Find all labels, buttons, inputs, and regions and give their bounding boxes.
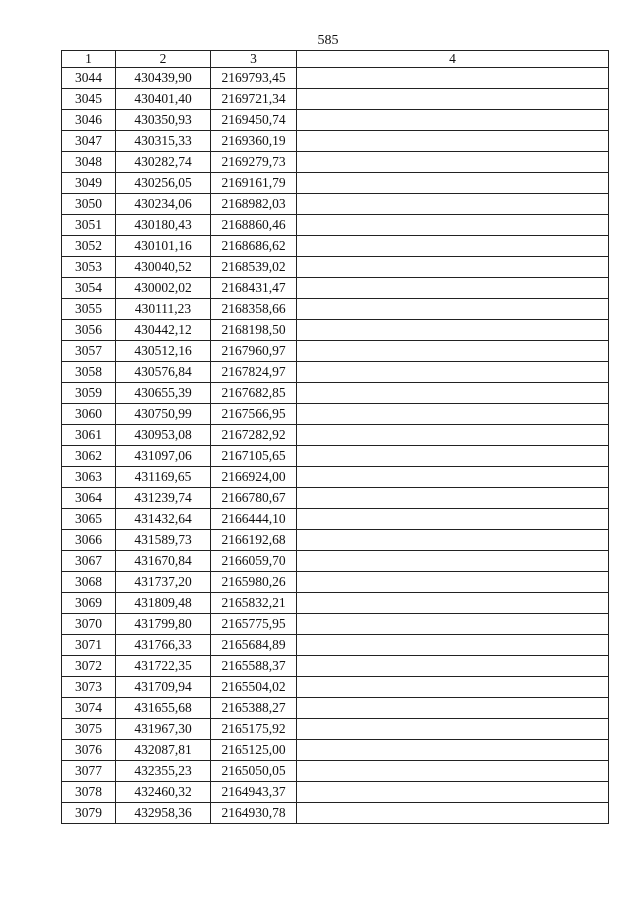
y-coordinate-cell: 2164930,78 (211, 803, 297, 824)
table-row (62, 740, 609, 761)
point-number-cell: 3070 (62, 614, 116, 635)
x-coordinate-cell: 431722,35 (116, 656, 211, 677)
table-row (62, 194, 609, 215)
point-number-cell: 3044 (62, 68, 116, 89)
y-coordinate-cell: 2165980,26 (211, 572, 297, 593)
table-header (62, 51, 609, 68)
table-row (62, 131, 609, 152)
note-cell (297, 509, 609, 530)
point-number-cell: 3049 (62, 173, 116, 194)
x-coordinate-cell: 431809,48 (116, 593, 211, 614)
y-coordinate-cell: 2165832,21 (211, 593, 297, 614)
y-coordinate-cell: 2168860,46 (211, 215, 297, 236)
note-cell (297, 635, 609, 656)
note-cell (297, 572, 609, 593)
point-number-cell: 3053 (62, 257, 116, 278)
y-coordinate-cell: 2169161,79 (211, 173, 297, 194)
point-number-cell: 3077 (62, 761, 116, 782)
note-cell (297, 89, 609, 110)
point-number-cell: 3068 (62, 572, 116, 593)
y-coordinate-cell: 2166192,68 (211, 530, 297, 551)
table-row (62, 68, 609, 89)
x-coordinate-cell: 430512,16 (116, 341, 211, 362)
table-row (62, 635, 609, 656)
note-cell (297, 110, 609, 131)
table-row (62, 404, 609, 425)
table-row (62, 803, 609, 824)
y-coordinate-cell: 2165388,27 (211, 698, 297, 719)
point-number-cell: 3065 (62, 509, 116, 530)
table-row (62, 299, 609, 320)
point-number-cell: 3069 (62, 593, 116, 614)
x-coordinate-cell: 430439,90 (116, 68, 211, 89)
point-number-cell: 3072 (62, 656, 116, 677)
note-cell (297, 740, 609, 761)
note-cell (297, 677, 609, 698)
x-coordinate-cell: 431709,94 (116, 677, 211, 698)
x-coordinate-cell: 432087,81 (116, 740, 211, 761)
point-number-cell: 3057 (62, 341, 116, 362)
note-cell (297, 467, 609, 488)
y-coordinate-cell: 2169793,45 (211, 68, 297, 89)
note-cell (297, 488, 609, 509)
point-number-cell: 3066 (62, 530, 116, 551)
note-cell (297, 68, 609, 89)
y-coordinate-cell: 2165175,92 (211, 719, 297, 740)
table-row (62, 614, 609, 635)
x-coordinate-cell: 430101,16 (116, 236, 211, 257)
note-cell (297, 320, 609, 341)
point-number-cell: 3054 (62, 278, 116, 299)
note-cell (297, 341, 609, 362)
table-row (62, 362, 609, 383)
table-row (62, 110, 609, 131)
table-row (62, 383, 609, 404)
table-row (62, 782, 609, 803)
x-coordinate-cell: 431799,80 (116, 614, 211, 635)
x-coordinate-cell: 430953,08 (116, 425, 211, 446)
note-cell (297, 803, 609, 824)
x-coordinate-cell: 432460,32 (116, 782, 211, 803)
table-row (62, 719, 609, 740)
x-coordinate-cell: 431967,30 (116, 719, 211, 740)
table-row (62, 572, 609, 593)
x-coordinate-cell: 431169,65 (116, 467, 211, 488)
point-number-cell: 3062 (62, 446, 116, 467)
y-coordinate-cell: 2165125,00 (211, 740, 297, 761)
x-coordinate-cell: 431097,06 (116, 446, 211, 467)
x-coordinate-cell: 430576,84 (116, 362, 211, 383)
x-coordinate-cell: 432355,23 (116, 761, 211, 782)
note-cell (297, 215, 609, 236)
coordinates-table (61, 50, 609, 824)
table-row (62, 89, 609, 110)
point-number-cell: 3050 (62, 194, 116, 215)
x-coordinate-cell: 430234,06 (116, 194, 211, 215)
point-number-cell: 3079 (62, 803, 116, 824)
table-row (62, 593, 609, 614)
x-coordinate-cell: 430442,12 (116, 320, 211, 341)
header-row (62, 51, 609, 68)
note-cell (297, 383, 609, 404)
x-coordinate-cell: 430282,74 (116, 152, 211, 173)
x-coordinate-cell: 431589,73 (116, 530, 211, 551)
header-col-3: 3 (211, 51, 297, 68)
y-coordinate-cell: 2169450,74 (211, 110, 297, 131)
x-coordinate-cell: 432958,36 (116, 803, 211, 824)
y-coordinate-cell: 2167960,97 (211, 341, 297, 362)
point-number-cell: 3051 (62, 215, 116, 236)
x-coordinate-cell: 431737,20 (116, 572, 211, 593)
x-coordinate-cell: 430655,39 (116, 383, 211, 404)
x-coordinate-cell: 430180,43 (116, 215, 211, 236)
y-coordinate-cell: 2167566,95 (211, 404, 297, 425)
point-number-cell: 3052 (62, 236, 116, 257)
y-coordinate-cell: 2165050,05 (211, 761, 297, 782)
y-coordinate-cell: 2166924,00 (211, 467, 297, 488)
y-coordinate-cell: 2165504,02 (211, 677, 297, 698)
y-coordinate-cell: 2168358,66 (211, 299, 297, 320)
x-coordinate-cell: 430315,33 (116, 131, 211, 152)
point-number-cell: 3058 (62, 362, 116, 383)
table-row (62, 677, 609, 698)
x-coordinate-cell: 430002,02 (116, 278, 211, 299)
table-row (62, 467, 609, 488)
table-row (62, 341, 609, 362)
x-coordinate-cell: 430750,99 (116, 404, 211, 425)
x-coordinate-cell: 431766,33 (116, 635, 211, 656)
y-coordinate-cell: 2165588,37 (211, 656, 297, 677)
x-coordinate-cell: 430111,23 (116, 299, 211, 320)
note-cell (297, 530, 609, 551)
table-row (62, 551, 609, 572)
note-cell (297, 362, 609, 383)
point-number-cell: 3075 (62, 719, 116, 740)
y-coordinate-cell: 2167682,85 (211, 383, 297, 404)
note-cell (297, 278, 609, 299)
note-cell (297, 698, 609, 719)
point-number-cell: 3067 (62, 551, 116, 572)
table-row (62, 320, 609, 341)
note-cell (297, 131, 609, 152)
note-cell (297, 761, 609, 782)
y-coordinate-cell: 2168539,02 (211, 257, 297, 278)
point-number-cell: 3073 (62, 677, 116, 698)
table-row (62, 215, 609, 236)
point-number-cell: 3074 (62, 698, 116, 719)
x-coordinate-cell: 430401,40 (116, 89, 211, 110)
y-coordinate-cell: 2167105,65 (211, 446, 297, 467)
note-cell (297, 194, 609, 215)
header-col-4: 4 (297, 51, 609, 68)
y-coordinate-cell: 2166780,67 (211, 488, 297, 509)
table-row (62, 425, 609, 446)
point-number-cell: 3063 (62, 467, 116, 488)
point-number-cell: 3055 (62, 299, 116, 320)
point-number-cell: 3046 (62, 110, 116, 131)
y-coordinate-cell: 2165684,89 (211, 635, 297, 656)
point-number-cell: 3047 (62, 131, 116, 152)
table-row (62, 530, 609, 551)
table-row (62, 236, 609, 257)
y-coordinate-cell: 2168686,62 (211, 236, 297, 257)
x-coordinate-cell: 431239,74 (116, 488, 211, 509)
note-cell (297, 656, 609, 677)
y-coordinate-cell: 2169721,34 (211, 89, 297, 110)
point-number-cell: 3056 (62, 320, 116, 341)
table-body (62, 68, 609, 824)
note-cell (297, 719, 609, 740)
y-coordinate-cell: 2168198,50 (211, 320, 297, 341)
note-cell (297, 551, 609, 572)
note-cell (297, 236, 609, 257)
note-cell (297, 257, 609, 278)
y-coordinate-cell: 2169279,73 (211, 152, 297, 173)
point-number-cell: 3078 (62, 782, 116, 803)
table-row (62, 656, 609, 677)
note-cell (297, 299, 609, 320)
y-coordinate-cell: 2169360,19 (211, 131, 297, 152)
note-cell (297, 404, 609, 425)
table-row (62, 152, 609, 173)
y-coordinate-cell: 2165775,95 (211, 614, 297, 635)
note-cell (297, 593, 609, 614)
point-number-cell: 3059 (62, 383, 116, 404)
point-number-cell: 3060 (62, 404, 116, 425)
point-number-cell: 3048 (62, 152, 116, 173)
table-row (62, 761, 609, 782)
table-row (62, 509, 609, 530)
note-cell (297, 614, 609, 635)
point-number-cell: 3061 (62, 425, 116, 446)
y-coordinate-cell: 2166059,70 (211, 551, 297, 572)
header-col-1: 1 (62, 51, 116, 68)
point-number-cell: 3076 (62, 740, 116, 761)
table-row (62, 278, 609, 299)
y-coordinate-cell: 2167824,97 (211, 362, 297, 383)
note-cell (297, 446, 609, 467)
table-row (62, 446, 609, 467)
x-coordinate-cell: 431432,64 (116, 509, 211, 530)
x-coordinate-cell: 430350,93 (116, 110, 211, 131)
x-coordinate-cell: 430256,05 (116, 173, 211, 194)
y-coordinate-cell: 2166444,10 (211, 509, 297, 530)
x-coordinate-cell: 431655,68 (116, 698, 211, 719)
table-row (62, 257, 609, 278)
header-col-2: 2 (116, 51, 211, 68)
point-number-cell: 3071 (62, 635, 116, 656)
note-cell (297, 782, 609, 803)
note-cell (297, 425, 609, 446)
point-number-cell: 3045 (62, 89, 116, 110)
y-coordinate-cell: 2167282,92 (211, 425, 297, 446)
page-number: 585 (317, 33, 339, 48)
x-coordinate-cell: 431670,84 (116, 551, 211, 572)
y-coordinate-cell: 2168982,03 (211, 194, 297, 215)
y-coordinate-cell: 2168431,47 (211, 278, 297, 299)
x-coordinate-cell: 430040,52 (116, 257, 211, 278)
table-row (62, 173, 609, 194)
table-row (62, 488, 609, 509)
note-cell (297, 173, 609, 194)
y-coordinate-cell: 2164943,37 (211, 782, 297, 803)
table-row (62, 698, 609, 719)
note-cell (297, 152, 609, 173)
point-number-cell: 3064 (62, 488, 116, 509)
